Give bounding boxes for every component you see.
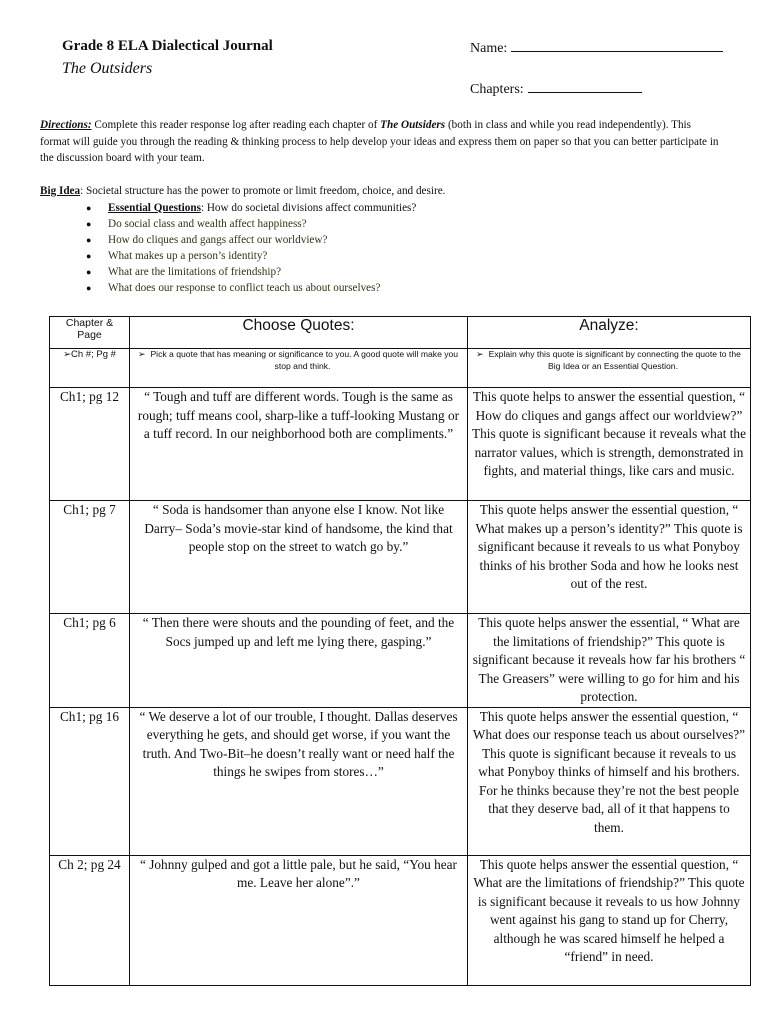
arrow-bullet-icon: ➢ [476, 349, 484, 359]
directions-label: Directions: [40, 119, 92, 131]
quote-cell: “ Johnny gulped and got a little pale, but he said, “You hear me. Leave her alone”.” [130, 855, 468, 985]
bullet-icon: ● [86, 267, 92, 277]
table-row [50, 501, 751, 614]
directions-text-after: (both in class and while you read independently). This format will guide you through the reading & thinking process to help develop your ideas and express them on paper so that you can better participate in the discussion board with your team. [40, 119, 719, 164]
name-blank[interactable] [511, 40, 723, 52]
analysis-cell: This quote helps answer the essential question, “ What are the limitations of friendship?” This quote is significant because it reveals to us how Johnny went against his gang to stand up for Cherry, although he was scared himself he helped a “friend” in need. [468, 855, 751, 985]
table-row [50, 614, 751, 708]
list-item [86, 248, 706, 264]
column-header-quotes: Choose Quotes: [130, 317, 468, 349]
quote-cell: “ Tough and tuff are different words. Tough is the same as rough; tuff means cool, sharp-like a tuff-looking Mustang or a tuff record. In our neighborhood both are compliments.” [130, 388, 468, 501]
instruction-analyze-cell [468, 349, 751, 388]
list-item [86, 264, 706, 280]
essential-question-text: What are the limitations of friendship? [108, 266, 282, 278]
essential-question-text: : How do societal divisions affect communities? [200, 202, 417, 214]
table-instructions-row [50, 349, 751, 388]
analysis-cell: This quote helps answer the essential, “ What are the limitations of friendship?” This quote is significant because it reveals how far his brothers “ The Greasers” were willing to go for him and his protection. [468, 614, 751, 708]
essential-question-text: What does our response to conflict teach us about ourselves? [108, 282, 381, 294]
column-header-chapter: Chapter & Page [50, 317, 130, 349]
instruction-quotes-cell [130, 349, 468, 388]
instruction-analyze: Explain why this quote is significant by connecting the quote to the Big Idea or an Essential Question. [488, 349, 741, 371]
bullet-icon: ● [86, 219, 92, 229]
bullet-icon: ● [86, 235, 92, 245]
analysis-cell: This quote helps to answer the essential question, “ How do cliques and gangs affect our worldview?” This quote is significant because it reveals what the narrator values, which is strength, demonstrated in fights, and material things, like cars and music. [468, 388, 751, 501]
chapter-cell: Ch1; pg 6 [50, 614, 130, 708]
book-title: The Outsiders [62, 60, 153, 77]
chapters-label: Chapters: [470, 82, 524, 97]
big-idea-label: Big Idea [40, 185, 81, 197]
bullet-icon: ● [86, 203, 92, 213]
big-idea [40, 183, 730, 199]
quote-cell: “ Then there were shouts and the pounding of feet, and the Socs jumped up and left me lying there, gasping.” [130, 614, 468, 708]
essential-questions-list [86, 200, 706, 296]
directions-text-before: Complete this reader response log after reading each chapter of [91, 119, 381, 131]
chapter-cell: Ch1; pg 12 [50, 388, 130, 501]
big-idea-text: : Societal structure has the power to promote or limit freedom, choice, and desire. [80, 185, 446, 197]
chapter-cell: Ch1; pg 7 [50, 501, 130, 614]
column-header-analyze: Analyze: [468, 317, 751, 349]
list-item [86, 232, 706, 248]
name-label: Name: [470, 41, 508, 56]
arrow-bullet-icon: ➢ [138, 349, 146, 359]
list-item [86, 280, 706, 296]
analysis-cell: This quote helps answer the essential question, “ What makes up a person’s identity?” This quote is significant because it reveals to us what Ponyboy thinks of his brother Soda and how he looks nest out of the rest. [468, 501, 751, 614]
page-title: Grade 8 ELA Dialectical Journal [62, 38, 273, 54]
list-item [86, 216, 706, 232]
journal-table [49, 316, 751, 986]
chapters-blank[interactable] [528, 81, 642, 93]
name-field-row [470, 40, 723, 57]
directions-paragraph [40, 117, 720, 167]
instruction-chapter: ➢Ch #; Pg # [50, 349, 130, 388]
bullet-icon: ● [86, 251, 92, 261]
bullet-icon: ● [86, 283, 92, 293]
table-row [50, 388, 751, 501]
instruction-quotes: Pick a quote that has meaning or significance to you. A good quote will make you stop and think. [150, 349, 459, 371]
essential-question-text: Do social class and wealth affect happiness? [108, 218, 307, 230]
analysis-cell: This quote helps answer the essential question, “ What does our response teach us about ourselves?” This quote is significant because it reveals to us what Ponyboy thinks of himself and his brothers. For he thinks because they’re not the best people that they deserve bad, all of it that happens to them. [468, 707, 751, 855]
table-row [50, 707, 751, 855]
essential-question-text: What makes up a person’s identity? [108, 250, 268, 262]
quote-cell: “ We deserve a lot of our trouble, I thought. Dallas deserves everything he gets, and should get worse, if you want the truth. And Two-Bit–he doesn’t really want or need half the things he swipes from stores…” [130, 707, 468, 855]
chapter-cell: Ch1; pg 16 [50, 707, 130, 855]
quote-cell: “ Soda is handsomer than anyone else I know. Not like Darry– Soda’s movie-star kind of handsome, the kind that people stop on the street to watch go by.” [130, 501, 468, 614]
table-header-row [50, 317, 751, 349]
essential-question-text: How do cliques and gangs affect our worldview? [108, 234, 328, 246]
list-item [86, 200, 706, 216]
directions-book-title: The Outsiders [380, 119, 446, 131]
chapter-cell: Ch 2; pg 24 [50, 855, 130, 985]
table-row [50, 855, 751, 985]
chapters-field-row [470, 81, 642, 98]
essential-questions-label: Essential Questions [108, 202, 201, 214]
